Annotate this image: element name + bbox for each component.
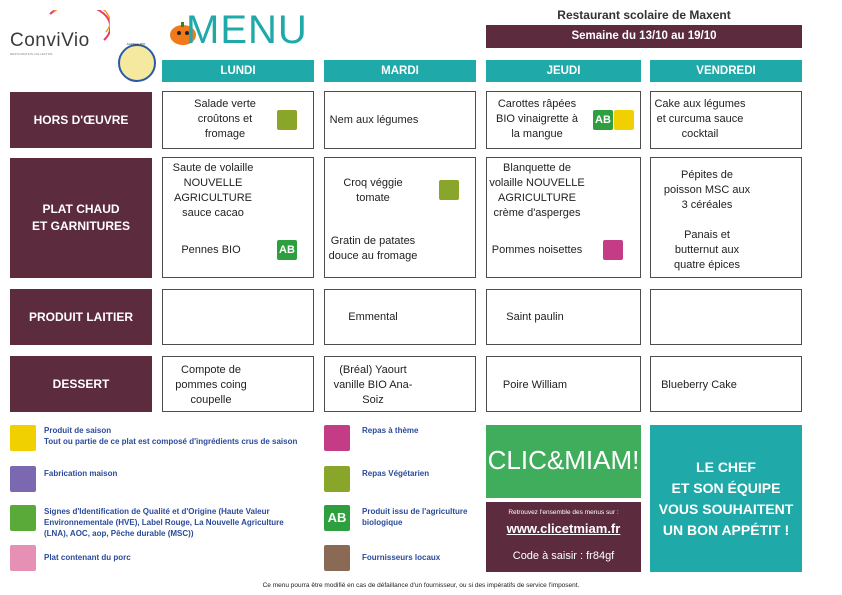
agence-bio-badge-label: AGENCE BIO bbox=[126, 42, 146, 46]
legend-theme: Repas à thème bbox=[362, 426, 419, 435]
legend-local: Fournisseurs locaux bbox=[362, 553, 441, 562]
convivio-logo-subtitle: RESTAURATION COLLECTIVE bbox=[10, 52, 53, 56]
clicmiam-logo[interactable]: CLIC&MIAM! bbox=[486, 425, 641, 498]
row-label-dairy: PRODUIT LAITIER bbox=[10, 289, 152, 345]
dish-text: (Bréal) Yaourt vanille BIO Ana- Soiz bbox=[333, 364, 413, 406]
cell-dairy-thursday bbox=[486, 289, 641, 345]
dish-text: Poire William bbox=[502, 379, 568, 391]
vegetarian-icon bbox=[324, 466, 350, 492]
dish-text: Nem aux légumes bbox=[329, 114, 419, 126]
side-text: Panais et butternut aux quatre épices bbox=[673, 229, 741, 271]
dish-text: Croq véggie tomate bbox=[343, 177, 403, 204]
day-header-friday: VENDREDI bbox=[650, 60, 802, 82]
organic-ab-icon: AB bbox=[324, 505, 350, 531]
cell-main-monday bbox=[162, 157, 314, 278]
legend-seasonal-desc: Tout ou partie de ce plat est composé d'ingrédients crus de saison bbox=[44, 437, 298, 446]
menu-title: MENU bbox=[186, 8, 308, 52]
dish-text: Blanquette de volaille NOUVELLE AGRICULTURE crème d'asperges bbox=[489, 162, 585, 219]
theme-star-icon bbox=[603, 240, 623, 260]
legend-organic: Produit issu de l'agriculture biologique bbox=[362, 507, 468, 527]
cell-starter-friday bbox=[650, 91, 802, 149]
cell-main-tuesday bbox=[324, 157, 476, 278]
legend-pork: Plat contenant du porc bbox=[44, 553, 131, 562]
whisk-icon bbox=[10, 466, 36, 492]
dish-text: Saint paulin bbox=[506, 311, 564, 323]
dish-text: Emmental bbox=[348, 311, 398, 323]
cell-dessert-thursday bbox=[486, 356, 641, 412]
seasonal-sun-icon bbox=[614, 110, 634, 130]
dish-text: Salade verte croûtons et fromage bbox=[194, 98, 256, 140]
cell-dairy-tuesday bbox=[324, 289, 476, 345]
legend-seasonal-title: Produit de saison bbox=[44, 426, 112, 435]
row-label-dessert: DESSERT bbox=[10, 356, 152, 412]
cell-dairy-monday bbox=[162, 289, 314, 345]
organic-ab-icon: AB bbox=[593, 110, 613, 130]
agence-bio-badge bbox=[118, 44, 156, 82]
quality-check-icon bbox=[10, 505, 36, 531]
cell-starter-monday bbox=[162, 91, 314, 149]
legend-homemade: Fabrication maison bbox=[44, 469, 118, 478]
theme-star-icon bbox=[324, 425, 350, 451]
week-banner: Semaine du 13/10 au 19/10 bbox=[486, 25, 802, 48]
cell-main-friday bbox=[650, 157, 802, 278]
clicmiam-intro: Retrouvez l'ensemble des menus sur : bbox=[508, 509, 619, 516]
cell-starter-thursday bbox=[486, 91, 641, 149]
convivio-logo: ConviVio bbox=[10, 30, 90, 51]
clicmiam-info bbox=[486, 502, 641, 572]
restaurant-name: Restaurant scolaire de Maxent bbox=[557, 8, 731, 22]
legend-quality: Signes d'Identification de Qualité et d'Origine (Haute Valeur Environnementale (HVE), Label Rouge, La Nouvelle Agriculture (LNA), AOC, aop, Pêche durable (MSC)) bbox=[44, 507, 284, 538]
day-header-thursday: JEUDI bbox=[486, 60, 641, 82]
cell-dessert-tuesday bbox=[324, 356, 476, 412]
pig-icon bbox=[10, 545, 36, 571]
vegetarian-icon bbox=[439, 180, 459, 200]
clicmiam-url-link[interactable]: www.clicetmiam.fr bbox=[506, 521, 621, 536]
row-label-starter: HORS D'ŒUVRE bbox=[10, 92, 152, 148]
cell-dairy-friday bbox=[650, 289, 802, 345]
dish-text: Cake aux légumes et curcuma sauce cocktail bbox=[654, 98, 746, 140]
side-text: Pommes noisettes bbox=[491, 244, 583, 256]
side-text: Gratin de patates douce au fromage bbox=[328, 235, 418, 262]
organic-ab-icon: AB bbox=[277, 240, 297, 260]
cell-dessert-monday bbox=[162, 356, 314, 412]
seasonal-sun-icon bbox=[10, 425, 36, 451]
cell-dessert-friday bbox=[650, 356, 802, 412]
tractor-icon bbox=[324, 545, 350, 571]
day-header-monday: LUNDI bbox=[162, 60, 314, 82]
vegetarian-icon bbox=[277, 110, 297, 130]
dish-text: Blueberry Cake bbox=[661, 379, 737, 391]
chef-greeting-text: LE CHEF ET SON ÉQUIPE VOUS SOUHAITENT UN BON APPÉTIT ! bbox=[658, 458, 794, 538]
dish-text: Carottes râpées BIO vinaigrette à la mangue bbox=[496, 98, 578, 140]
legend-seasonal bbox=[44, 425, 334, 447]
day-header-tuesday: MARDI bbox=[324, 60, 476, 82]
dish-text: Compote de pommes coing coupelle bbox=[175, 364, 247, 406]
dish-text: Pépites de poisson MSC aux 3 céréales bbox=[663, 169, 751, 211]
legend-veg: Repas Végétarien bbox=[362, 469, 430, 478]
chef-greeting bbox=[650, 425, 802, 572]
cell-starter-tuesday bbox=[324, 91, 476, 149]
dish-text: Saute de volaille NOUVELLE AGRICULTURE sauce cacao bbox=[172, 162, 254, 219]
row-label-main: PLAT CHAUD ET GARNITURES bbox=[10, 158, 152, 278]
clicmiam-code: Code à saisir : fr84gf bbox=[512, 550, 615, 562]
side-text: Pennes BIO bbox=[181, 244, 241, 256]
cell-main-thursday bbox=[486, 157, 641, 278]
footer-note: Ce menu pourra être modifié en cas de défaillance d'un fournisseur, ou si des impératifs de service l'imposent. bbox=[262, 582, 580, 589]
